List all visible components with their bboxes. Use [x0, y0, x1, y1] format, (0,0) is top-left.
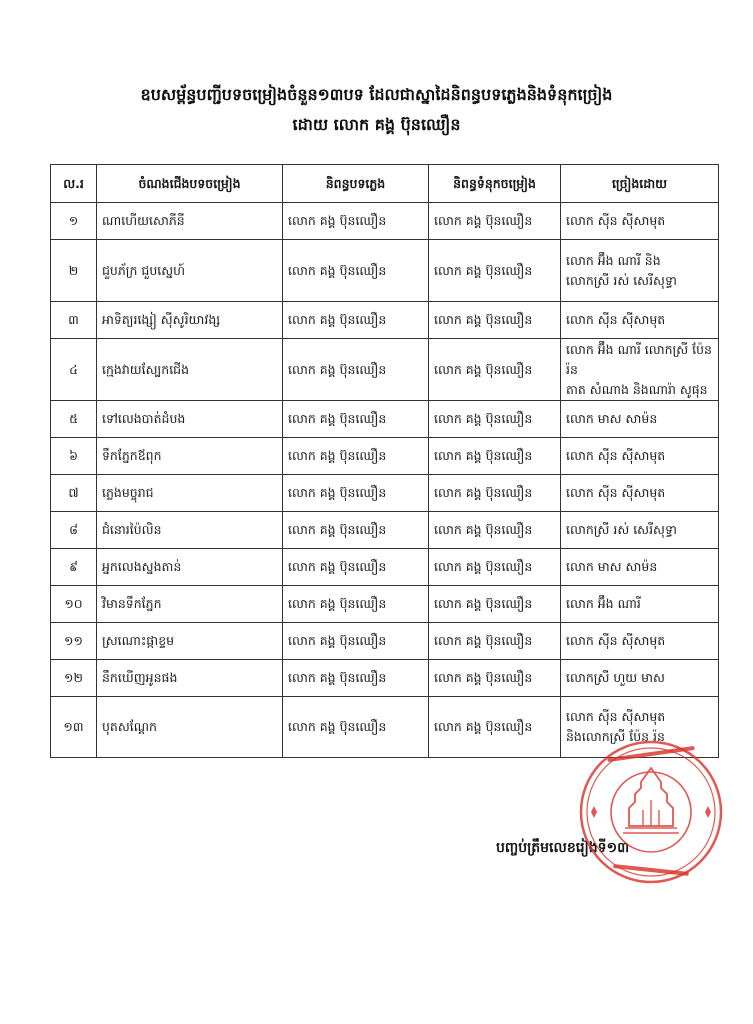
lyrics-writer: លោក គង្គ ប៊ុនឈឿន	[429, 549, 561, 586]
song-title: វិមានទឹកភ្នែក	[97, 586, 283, 623]
singer-line: លោក អ៊ឹង ណារី លោកស្រី ប៉ែន រ៉ន	[566, 341, 712, 377]
lyrics-writer: លោក គង្គ ប៊ុនឈឿន	[429, 697, 561, 758]
end-of-list-note: បញ្ចប់ត្រឹមលេខរៀងទី១៣	[496, 840, 630, 856]
song-title: ជួបភ័ក្រ ជួបស្នេហ៍	[97, 240, 283, 302]
song-title: ភ្លេងមច្ចុរាជ	[97, 475, 283, 512]
singer	[561, 438, 719, 475]
singer-line: លោក ស៊ីន ស៊ីសាមុត	[566, 485, 666, 500]
lyrics-writer: លោក គង្គ ប៊ុនឈឿន	[429, 438, 561, 475]
song-title: ទៅលេងបាត់ដំបង	[97, 401, 283, 438]
lyrics-writer: លោក គង្គ ប៊ុនឈឿន	[429, 401, 561, 438]
singer	[561, 475, 719, 512]
row-number: ១២	[51, 660, 97, 697]
lyrics-writer: លោក គង្គ ប៊ុនឈឿន	[429, 623, 561, 660]
official-seal-icon	[577, 738, 725, 886]
column-header-singer: ច្រៀងដោយ	[561, 165, 719, 203]
melody-composer: លោក គង្គ ប៊ុនឈឿន	[283, 697, 429, 758]
row-number: ១៣	[51, 697, 97, 758]
row-number: ៧	[51, 475, 97, 512]
melody-composer: លោក គង្គ ប៊ុនឈឿន	[283, 401, 429, 438]
melody-composer: លោក គង្គ ប៊ុនឈឿន	[283, 203, 429, 240]
singer	[561, 339, 719, 401]
row-number: ៨	[51, 512, 97, 549]
table-row	[51, 586, 719, 623]
lyrics-writer: លោក គង្គ ប៊ុនឈឿន	[429, 512, 561, 549]
singer-line: លោក មាស សាម៉ន	[566, 411, 658, 426]
singer-line: លោក អ៊ឹង ណារី	[566, 596, 641, 611]
lyrics-writer: លោក គង្គ ប៊ុនឈឿន	[429, 203, 561, 240]
table-row	[51, 302, 719, 339]
lyrics-writer: លោក គង្គ ប៊ុនឈឿន	[429, 240, 561, 302]
singer-line: លោក ស៊ីន ស៊ីសាមុត	[566, 709, 666, 724]
singer-line: លោក អ៊ឹង ណារី និង	[566, 252, 661, 268]
document-title-line-1: ឧបសម្ព័ន្ធបញ្ជីបទចម្រៀងចំនួន១៣បទ ដែលជាស្នាដៃនិពន្ធបទភ្លេងនិងទំនុកច្រៀង	[140, 85, 613, 104]
melody-composer: លោក គង្គ ប៊ុនឈឿន	[283, 512, 429, 549]
melody-composer: លោក គង្គ ប៊ុនឈឿន	[283, 549, 429, 586]
song-title: ក្មេងវាយស្បែកជើង	[97, 339, 283, 401]
singer-line: លោកស្រី រស់ សេរីសុទ្ធា	[566, 272, 677, 288]
row-number: ៩	[51, 549, 97, 586]
song-title: ស្រណោះផ្កាខ្ទម	[97, 623, 283, 660]
melody-composer: លោក គង្គ ប៊ុនឈឿន	[283, 623, 429, 660]
table-row	[51, 339, 719, 401]
table-row	[51, 475, 719, 512]
melody-composer: លោក គង្គ ប៊ុនឈឿន	[283, 339, 429, 401]
song-title: ជំនោរប៉ៃលិន	[97, 512, 283, 549]
lyrics-writer: លោក គង្គ ប៊ុនឈឿន	[429, 339, 561, 401]
table-row	[51, 438, 719, 475]
singer-line: លោក ស៊ីន ស៊ីសាមុត	[566, 312, 666, 327]
singer-line: លោក ស៊ីន ស៊ីសាមុត	[566, 448, 666, 463]
singer	[561, 240, 719, 302]
table-row	[51, 401, 719, 438]
column-header-song-title: ចំណងជើងបទចម្រៀង	[97, 165, 283, 203]
song-title: បុតសណ្ដែក	[97, 697, 283, 758]
singer	[561, 549, 719, 586]
lyrics-writer: លោក គង្គ ប៊ុនឈឿន	[429, 660, 561, 697]
document-title-line-2: ដោយ លោក គង្គ ប៊ុនឈឿន	[292, 115, 461, 134]
melody-composer: លោក គង្គ ប៊ុនឈឿន	[283, 240, 429, 302]
singer-line: លោក ស៊ីន ស៊ីសាមុត	[566, 633, 666, 648]
singer	[561, 302, 719, 339]
song-title: ណាហើយសោភីនី	[97, 203, 283, 240]
melody-composer: លោក គង្គ ប៊ុនឈឿន	[283, 586, 429, 623]
song-title: ទឹកភ្នែកឪពុក	[97, 438, 283, 475]
song-title: អាទិត្យរង្សៀ ស៊ីសូរិយាវង្ស	[97, 302, 283, 339]
column-header-lyrics: និពន្ធទំនុកចម្រៀង	[429, 165, 561, 203]
singer-line: លោក មាស សាម៉ន	[566, 559, 658, 574]
table-row	[51, 549, 719, 586]
table-row	[51, 240, 719, 302]
singer	[561, 586, 719, 623]
singer-line: លោកស្រី ហួយ មាស	[566, 670, 665, 685]
singer-line: និងលោកស្រី ប៉ែន រ៉ន	[566, 729, 665, 744]
melody-composer: លោក គង្គ ប៊ុនឈឿន	[283, 302, 429, 339]
row-number: ៦	[51, 438, 97, 475]
row-number: ២	[51, 240, 97, 302]
row-number: ១១	[51, 623, 97, 660]
row-number: ៤	[51, 339, 97, 401]
table-header-row	[51, 165, 719, 203]
row-number: ៣	[51, 302, 97, 339]
melody-composer: លោក គង្គ ប៊ុនឈឿន	[283, 475, 429, 512]
column-header-melody: និពន្ធបទភ្លេង	[283, 165, 429, 203]
singer	[561, 660, 719, 697]
lyrics-writer: លោក គង្គ ប៊ុនឈឿន	[429, 302, 561, 339]
singer	[561, 203, 719, 240]
row-number: ៥	[51, 401, 97, 438]
song-list-table	[50, 164, 719, 758]
melody-composer: លោក គង្គ ប៊ុនឈឿន	[283, 438, 429, 475]
table-row	[51, 512, 719, 549]
column-header-number: ល.រ	[51, 165, 97, 203]
song-title: អ្នកលេងស្នងតាន់	[97, 549, 283, 586]
table-row	[51, 660, 719, 697]
singer	[561, 512, 719, 549]
singer-line: លោកស្រី រស់ សេរីសុទ្ធា	[566, 522, 677, 537]
singer-line: លោក ស៊ីន ស៊ីសាមុត	[566, 213, 666, 228]
singer	[561, 623, 719, 660]
table-row	[51, 203, 719, 240]
row-number: ១០	[51, 586, 97, 623]
table-row	[51, 623, 719, 660]
row-number: ១	[51, 203, 97, 240]
song-title: នឹកឃើញអូនផង	[97, 660, 283, 697]
singer-line: តាត សំណាង និងណារ៉ា សូផុន	[566, 381, 708, 397]
melody-composer: លោក គង្គ ប៊ុនឈឿន	[283, 660, 429, 697]
singer	[561, 401, 719, 438]
lyrics-writer: លោក គង្គ ប៊ុនឈឿន	[429, 586, 561, 623]
lyrics-writer: លោក គង្គ ប៊ុនឈឿន	[429, 475, 561, 512]
